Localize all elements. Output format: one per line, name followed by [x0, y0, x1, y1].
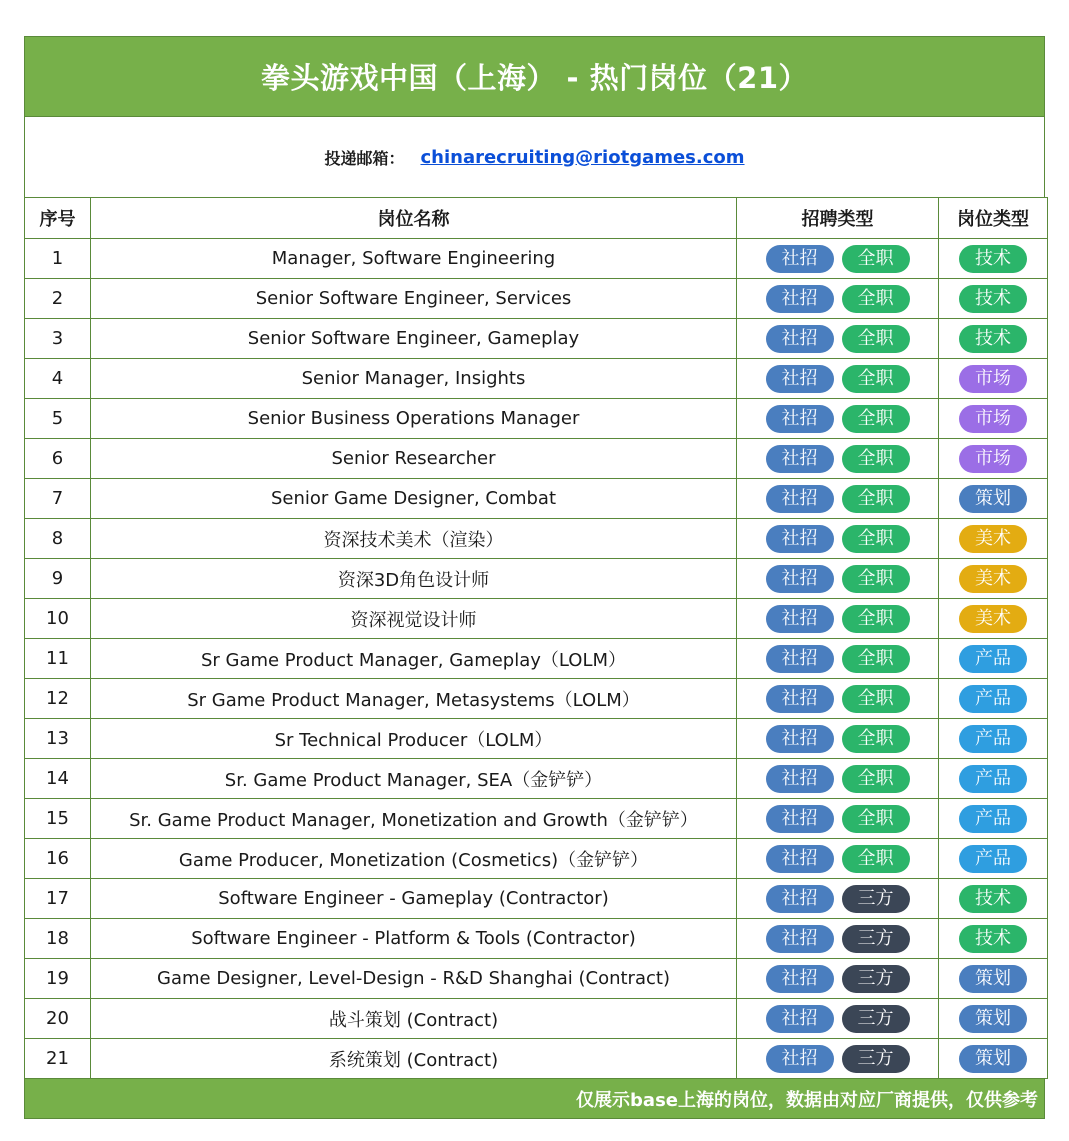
recruit-type-cell — [737, 239, 939, 279]
table-row — [25, 479, 1048, 519]
position-type-cell — [939, 999, 1048, 1039]
position-type-cell — [939, 959, 1048, 999]
position-type-cell — [939, 279, 1048, 319]
position-type-badge: 策划 — [959, 1005, 1027, 1033]
recruit-type-badge: 全职 — [842, 445, 910, 473]
recruit-type-badge: 全职 — [842, 525, 910, 553]
recruit-type-cell — [737, 679, 939, 719]
recruit-type-cell — [737, 319, 939, 359]
job-title: 资深3D角色设计师 — [91, 559, 737, 599]
position-type-cell — [939, 1039, 1048, 1079]
recruit-type-cell — [737, 279, 939, 319]
position-type-badge: 策划 — [959, 1045, 1027, 1073]
row-index: 18 — [25, 919, 91, 959]
row-index: 1 — [25, 239, 91, 279]
recruit-type-badge: 全职 — [842, 485, 910, 513]
position-type-badge: 策划 — [959, 485, 1027, 513]
recruit-type-badge: 全职 — [842, 565, 910, 593]
recruit-type-badge: 三方 — [842, 1005, 910, 1033]
job-title: Software Engineer - Platform & Tools (Contractor) — [91, 919, 737, 959]
recruit-type-badge: 三方 — [842, 925, 910, 953]
job-title: Sr. Game Product Manager, SEA（金铲铲） — [91, 759, 737, 799]
job-title: 战斗策划 (Contract) — [91, 999, 737, 1039]
position-type-badge: 产品 — [959, 645, 1027, 673]
recruit-type-cell — [737, 839, 939, 879]
job-title: Senior Software Engineer, Gameplay — [91, 319, 737, 359]
row-index: 3 — [25, 319, 91, 359]
footer-note: 仅展示base上海的岗位，数据由对应厂商提供，仅供参考 — [24, 1079, 1045, 1119]
email-label: 投递邮箱： — [324, 148, 405, 168]
position-type-badge: 美术 — [959, 605, 1027, 633]
row-index: 12 — [25, 679, 91, 719]
row-index: 2 — [25, 279, 91, 319]
table-row — [25, 399, 1048, 439]
recruit-type-badge: 社招 — [766, 325, 834, 353]
job-list-sheet — [24, 36, 1045, 1119]
position-type-badge: 美术 — [959, 525, 1027, 553]
row-index: 5 — [25, 399, 91, 439]
recruit-type-badge: 社招 — [766, 725, 834, 753]
position-type-cell — [939, 319, 1048, 359]
position-type-badge: 策划 — [959, 965, 1027, 993]
page-title: 拳头游戏中国（上海） - 热门岗位（21） — [24, 36, 1045, 117]
job-title: Senior Manager, Insights — [91, 359, 737, 399]
position-type-cell — [939, 879, 1048, 919]
row-index: 15 — [25, 799, 91, 839]
recruit-type-badge: 全职 — [842, 725, 910, 753]
position-type-cell — [939, 559, 1048, 599]
job-title: Senior Software Engineer, Services — [91, 279, 737, 319]
job-table — [24, 197, 1048, 1079]
recruit-type-badge: 三方 — [842, 965, 910, 993]
row-index: 17 — [25, 879, 91, 919]
position-type-badge: 产品 — [959, 845, 1027, 873]
recruit-type-badge: 全职 — [842, 765, 910, 793]
recruit-type-badge: 社招 — [766, 685, 834, 713]
job-title: Game Designer, Level-Design - R&D Shanghai (Contract) — [91, 959, 737, 999]
recruit-type-badge: 社招 — [766, 485, 834, 513]
table-row — [25, 239, 1048, 279]
email-row — [24, 117, 1045, 197]
job-title: Software Engineer - Gameplay (Contractor) — [91, 879, 737, 919]
recruit-type-cell — [737, 759, 939, 799]
recruit-type-badge: 全职 — [842, 805, 910, 833]
table-row — [25, 759, 1048, 799]
job-title: Manager, Software Engineering — [91, 239, 737, 279]
job-title: Sr. Game Product Manager, Monetization and Growth（金铲铲） — [91, 799, 737, 839]
position-type-cell — [939, 599, 1048, 639]
recruit-type-badge: 全职 — [842, 325, 910, 353]
position-type-badge: 市场 — [959, 405, 1027, 433]
header-position-type: 岗位类型 — [939, 198, 1048, 239]
position-type-badge: 技术 — [959, 245, 1027, 273]
recruit-type-badge: 社招 — [766, 445, 834, 473]
position-type-cell — [939, 839, 1048, 879]
row-index: 16 — [25, 839, 91, 879]
recruit-type-badge: 社招 — [766, 1005, 834, 1033]
row-index: 4 — [25, 359, 91, 399]
position-type-cell — [939, 759, 1048, 799]
row-index: 10 — [25, 599, 91, 639]
recruit-type-cell — [737, 919, 939, 959]
recruit-type-cell — [737, 599, 939, 639]
table-row — [25, 559, 1048, 599]
job-title: Sr Game Product Manager, Gameplay（LOLM） — [91, 639, 737, 679]
recruit-type-badge: 社招 — [766, 805, 834, 833]
recruit-type-badge: 全职 — [842, 685, 910, 713]
position-type-badge: 技术 — [959, 285, 1027, 313]
position-type-badge: 技术 — [959, 925, 1027, 953]
recruit-type-cell — [737, 559, 939, 599]
table-row — [25, 919, 1048, 959]
job-title: Senior Game Designer, Combat — [91, 479, 737, 519]
recruit-type-cell — [737, 519, 939, 559]
recruit-type-badge: 社招 — [766, 845, 834, 873]
table-row — [25, 959, 1048, 999]
job-title: Game Producer, Monetization (Cosmetics)（金铲铲） — [91, 839, 737, 879]
recruit-type-badge: 全职 — [842, 365, 910, 393]
header-name: 岗位名称 — [91, 198, 737, 239]
row-index: 14 — [25, 759, 91, 799]
table-row — [25, 999, 1048, 1039]
position-type-cell — [939, 479, 1048, 519]
recruit-type-badge: 社招 — [766, 925, 834, 953]
recruit-type-badge: 全职 — [842, 645, 910, 673]
row-index: 6 — [25, 439, 91, 479]
recruit-type-cell — [737, 479, 939, 519]
job-title: Sr Game Product Manager, Metasystems（LOLM） — [91, 679, 737, 719]
position-type-badge: 技术 — [959, 885, 1027, 913]
table-row — [25, 1039, 1048, 1079]
row-index: 11 — [25, 639, 91, 679]
position-type-cell — [939, 799, 1048, 839]
recruit-type-badge: 社招 — [766, 525, 834, 553]
table-header-row — [25, 198, 1048, 239]
recruit-type-badge: 社招 — [766, 1045, 834, 1073]
table-row — [25, 679, 1048, 719]
recruit-type-cell — [737, 439, 939, 479]
table-row — [25, 519, 1048, 559]
row-index: 8 — [25, 519, 91, 559]
recruit-type-cell — [737, 799, 939, 839]
position-type-cell — [939, 399, 1048, 439]
table-row — [25, 879, 1048, 919]
recruit-type-badge: 三方 — [842, 1045, 910, 1073]
job-title: 系统策划 (Contract) — [91, 1039, 737, 1079]
recruit-type-badge: 三方 — [842, 885, 910, 913]
table-row — [25, 279, 1048, 319]
header-index: 序号 — [25, 198, 91, 239]
row-index: 9 — [25, 559, 91, 599]
recruit-type-badge: 全职 — [842, 285, 910, 313]
recruit-type-badge: 社招 — [766, 245, 834, 273]
position-type-cell — [939, 679, 1048, 719]
recruit-type-badge: 社招 — [766, 645, 834, 673]
row-index: 21 — [25, 1039, 91, 1079]
recruit-type-badge: 社招 — [766, 765, 834, 793]
recruit-type-cell — [737, 639, 939, 679]
job-title: Senior Researcher — [91, 439, 737, 479]
position-type-cell — [939, 719, 1048, 759]
position-type-cell — [939, 639, 1048, 679]
table-row — [25, 719, 1048, 759]
job-title: 资深视觉设计师 — [91, 599, 737, 639]
position-type-badge: 产品 — [959, 765, 1027, 793]
position-type-badge: 产品 — [959, 805, 1027, 833]
recruit-type-badge: 全职 — [842, 245, 910, 273]
position-type-badge: 市场 — [959, 445, 1027, 473]
recruit-type-badge: 社招 — [766, 365, 834, 393]
position-type-cell — [939, 519, 1048, 559]
position-type-cell — [939, 239, 1048, 279]
recruit-type-cell — [737, 359, 939, 399]
recruit-type-cell — [737, 719, 939, 759]
row-index: 20 — [25, 999, 91, 1039]
recruit-type-cell — [737, 959, 939, 999]
recruit-type-badge: 社招 — [766, 405, 834, 433]
table-row — [25, 319, 1048, 359]
header-recruit-type: 招聘类型 — [737, 198, 939, 239]
row-index: 19 — [25, 959, 91, 999]
table-row — [25, 639, 1048, 679]
recruit-type-badge: 社招 — [766, 885, 834, 913]
table-row — [25, 799, 1048, 839]
position-type-badge: 市场 — [959, 365, 1027, 393]
recruit-type-badge: 全职 — [842, 405, 910, 433]
recruit-type-badge: 全职 — [842, 605, 910, 633]
position-type-badge: 技术 — [959, 325, 1027, 353]
recruit-type-cell — [737, 879, 939, 919]
recruit-type-cell — [737, 999, 939, 1039]
job-title: Sr Technical Producer（LOLM） — [91, 719, 737, 759]
position-type-cell — [939, 359, 1048, 399]
recruit-type-badge: 社招 — [766, 965, 834, 993]
recruit-type-cell — [737, 1039, 939, 1079]
job-rows — [25, 239, 1048, 1079]
position-type-badge: 产品 — [959, 685, 1027, 713]
table-row — [25, 439, 1048, 479]
recruit-type-badge: 社招 — [766, 605, 834, 633]
recruit-type-cell — [737, 399, 939, 439]
table-row — [25, 359, 1048, 399]
table-row — [25, 839, 1048, 879]
recruit-type-badge: 社招 — [766, 565, 834, 593]
email-link[interactable]: chinarecruiting@riotgames.com — [420, 146, 745, 168]
recruit-type-badge: 全职 — [842, 845, 910, 873]
row-index: 7 — [25, 479, 91, 519]
job-title: Senior Business Operations Manager — [91, 399, 737, 439]
position-type-badge: 美术 — [959, 565, 1027, 593]
recruit-type-badge: 社招 — [766, 285, 834, 313]
position-type-cell — [939, 439, 1048, 479]
row-index: 13 — [25, 719, 91, 759]
table-row — [25, 599, 1048, 639]
position-type-badge: 产品 — [959, 725, 1027, 753]
job-title: 资深技术美术（渲染） — [91, 519, 737, 559]
position-type-cell — [939, 919, 1048, 959]
